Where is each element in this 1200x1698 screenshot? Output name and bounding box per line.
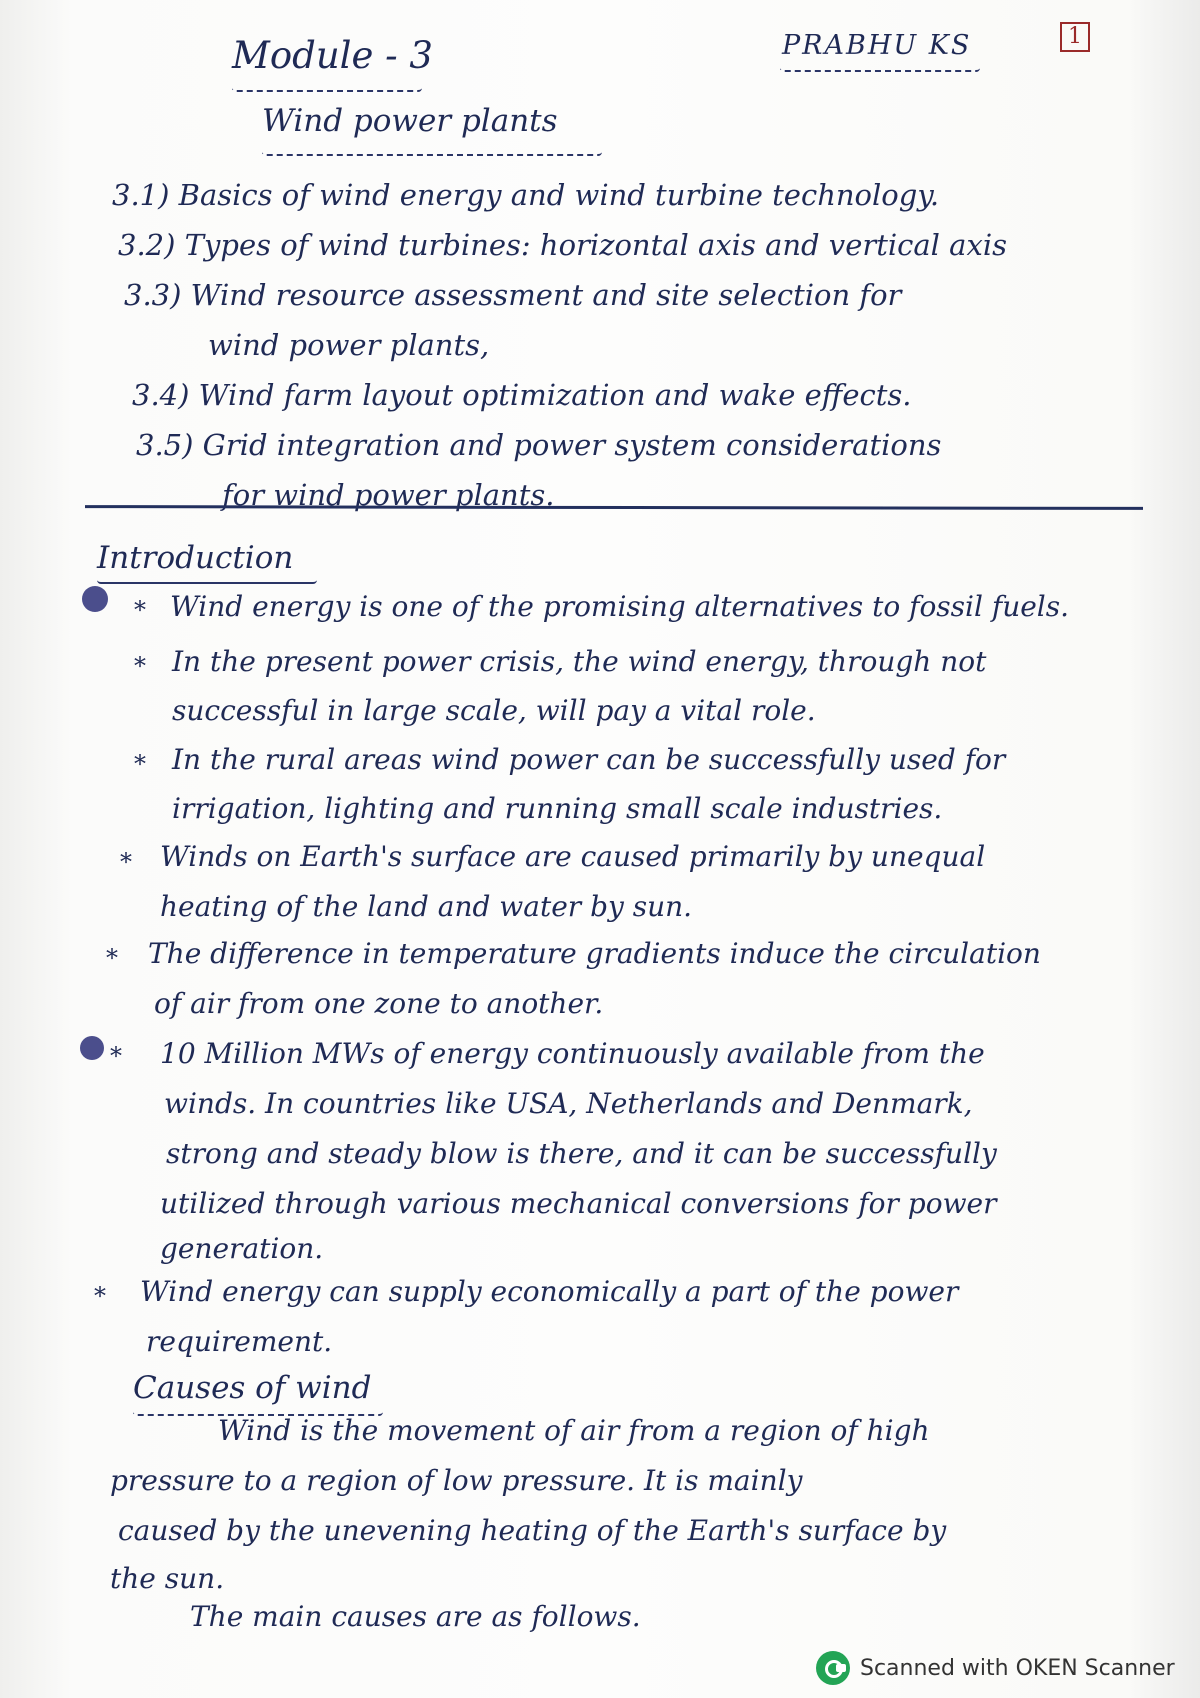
intro-line-6: Winds on Earth's surface are caused primarily by unequal <box>160 840 986 873</box>
causes-heading: Causes of wind <box>133 1370 372 1406</box>
toc-item-3-3: 3.3) Wind resource assessment and site selection for <box>124 278 902 312</box>
causes-line-4: the sun. <box>110 1562 225 1595</box>
bullet-icon: * <box>94 1282 106 1310</box>
bullet-icon: * <box>134 596 146 624</box>
ink-dot-marker <box>80 1036 104 1060</box>
scanner-watermark <box>816 1651 1175 1685</box>
intro-line-3: successful in large scale, will pay a vital role. <box>172 694 816 727</box>
page-number: 1 <box>1060 22 1090 52</box>
author-underline <box>780 62 980 72</box>
causes-line-1: Wind is the movement of air from a region of high <box>218 1414 930 1447</box>
causes-line-5: The main causes are as follows. <box>190 1600 641 1633</box>
author-name: PRABHU KS <box>782 30 972 61</box>
intro-line-10: 10 Million MWs of energy continuously available from the <box>160 1037 985 1070</box>
bullet-icon: * <box>134 652 146 680</box>
bullet-icon: * <box>110 1042 122 1070</box>
bullet-icon: * <box>120 848 132 876</box>
intro-line-8: The difference in temperature gradients induce the circulation <box>148 937 1041 970</box>
intro-line-14: generation. <box>160 1232 324 1265</box>
module-title: Module - 3 <box>232 34 433 77</box>
intro-line-7: heating of the land and water by sun. <box>160 890 693 923</box>
intro-line-16: requirement. <box>146 1325 333 1358</box>
intro-line-9: of air from one zone to another. <box>154 987 604 1020</box>
bullet-icon: * <box>106 944 118 972</box>
toc-item-3-2: 3.2) Types of wind turbines: horizontal axis and vertical axis <box>118 228 1007 262</box>
intro-line-13: utilized through various mechanical conversions for power <box>160 1187 997 1220</box>
toc-item-3-4: 3.4) Wind farm layout optimization and wake effects. <box>132 378 912 412</box>
subtitle-underline <box>262 146 602 156</box>
ink-dot-marker <box>82 586 108 612</box>
causes-line-3: caused by the unevening heating of the Earth's surface by <box>118 1514 947 1547</box>
introduction-underline <box>97 574 317 584</box>
intro-line-12: strong and steady blow is there, and it can be successfully <box>166 1137 997 1170</box>
introduction-heading: Introduction <box>97 540 294 576</box>
toc-item-3-5-cont: for wind power plants. <box>222 478 555 512</box>
scanner-logo-icon <box>816 1651 850 1685</box>
intro-line-1: Wind energy is one of the promising alternatives to fossil fuels. <box>170 590 1070 623</box>
intro-line-2: In the present power crisis, the wind energy, through not <box>172 645 987 678</box>
causes-line-2: pressure to a region of low pressure. It is mainly <box>110 1464 803 1497</box>
bullet-icon: * <box>134 750 146 778</box>
toc-item-3-3-cont: wind power plants, <box>208 328 490 362</box>
intro-line-4: In the rural areas wind power can be successfully used for <box>172 743 1006 776</box>
page-subtitle: Wind power plants <box>262 103 558 139</box>
intro-line-15: Wind energy can supply economically a part of the power <box>140 1275 959 1308</box>
scanner-watermark-text: Scanned with OKEN Scanner <box>860 1655 1175 1681</box>
intro-line-5: irrigation, lighting and running small scale industries. <box>172 792 943 825</box>
module-title-underline <box>232 82 422 92</box>
intro-line-11: winds. In countries like USA, Netherlands and Denmark, <box>164 1087 973 1120</box>
toc-item-3-1: 3.1) Basics of wind energy and wind turbine technology. <box>112 178 940 212</box>
toc-item-3-5: 3.5) Grid integration and power system considerations <box>136 428 942 462</box>
